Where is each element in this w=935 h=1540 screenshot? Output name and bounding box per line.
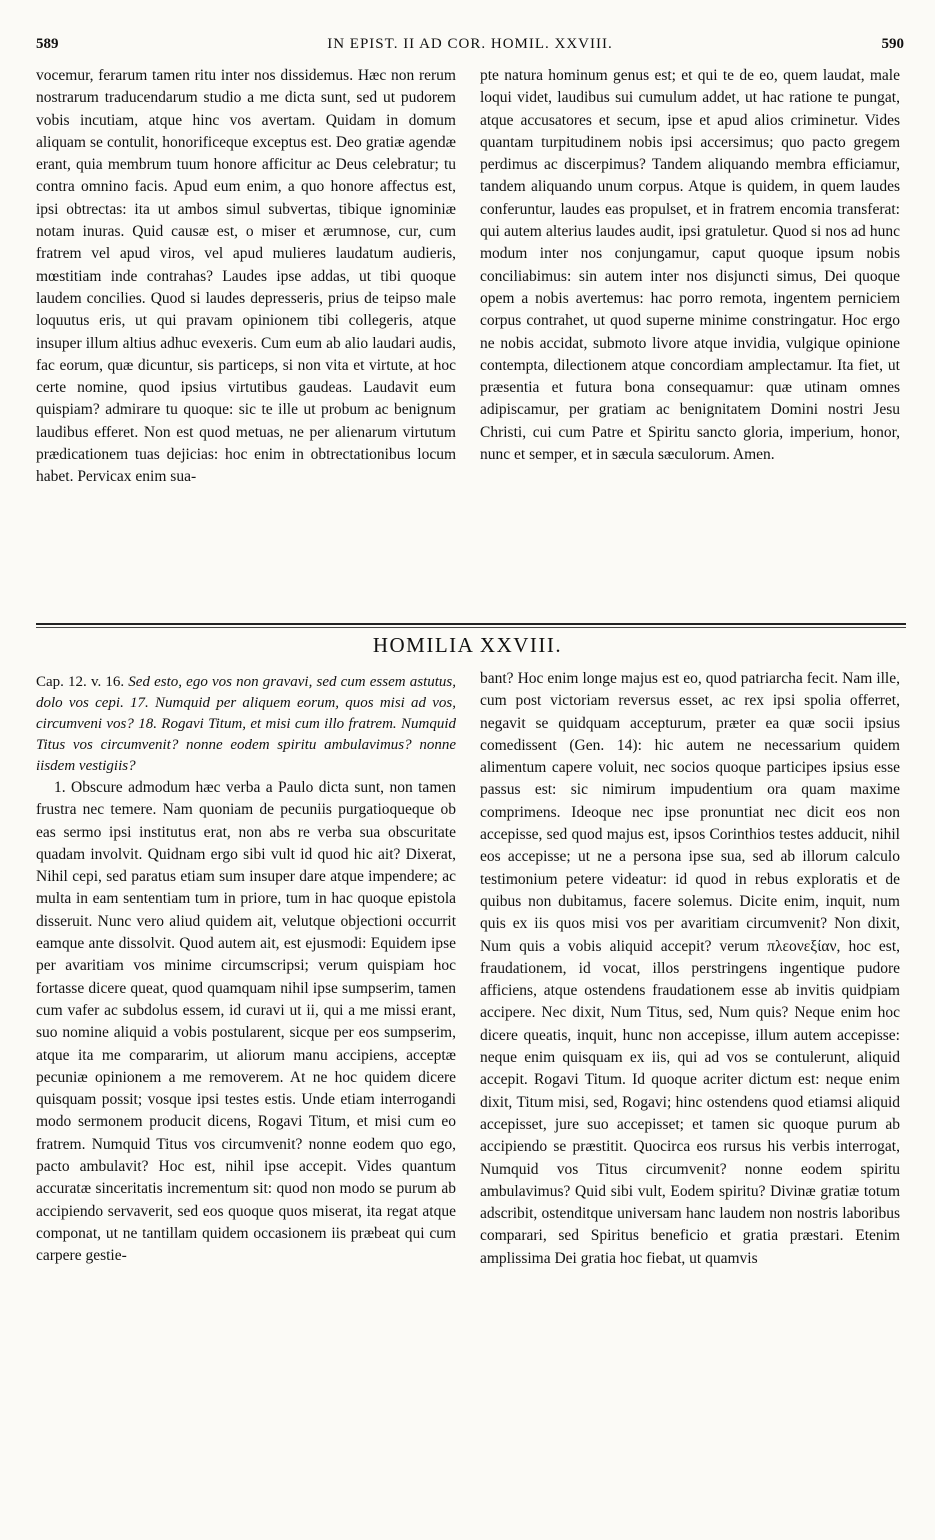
bottom-right-text: bant? Hoc enim longe majus est eo, quod patriarcha fecit. Nam ille, cum post victoriam reversus esset, ac rex ipsi spolia offerret, negavit se quidquam accepturum, præter ea quæ socii ipsius comedissent (Gen. 14): hic autem ne necessarium quidem alimentum capere voluit, nec socios quoque participes ipsius esse passus est: sic nimirum impudentium ora quam maxime comprimens. Ideoque nec ipse pronuntiat nec dicit eos non accepisse, sed quod majus est, ipsos Corinthios testes adducit, nihil eos accepisse; ut ne a persona ipse sua, sed ab illorum calculo testimonium petere videatur: id quod in rebus exploratis et de quibus non dubitamus, facere solemus. Dicite enim, inquit, num quis ex iis quos misi vos per avaritiam circumvenit? Non dixit, Num quis a vobis aliquid accepit? verum πλεονεξίαν, hoc est, fraudationem, id vocat, illos perstringens ingentique pudore afficiens, atque ostendens fraudationem esse ab invitis quidpiam accipere. Nec dixit, Num Titus, sed, Num quis? Neque enim hoc dicere queatis, inquit, hunc non accepisse, illum autem accepisse: neque enim quisquam ex iis, qui ad vos se contulerunt, aliquid accepit. Rogavi Titum. Id quoque acriter dictum est: neque enim dixit, Titum misi, sed, Rogavi; hinc ostendens quod etiamsi aliquid accepisset, jure suo accepisset; et tamen sic quoque purum ab accipiendo se præstitit. Quocirca eos rursus his verbis interrogat, Numquid vos Titus circumvenit? nonne eodem spiritu ambulavimus? Quid sibi vult, Eodem spiritu? Divinæ gratiæ totum adscribit, ostenditque universam hanc laudem non nostris laboribus comparari, sed Spiritus beneficio et gratia præstari. Etenim amplissima Dei gratia hoc fiebat, ut quamvis — [480, 670, 900, 1267]
argument-lead: Cap. 12. v. 16. — [36, 674, 125, 690]
top-right-column — [480, 65, 900, 617]
running-header — [36, 36, 904, 58]
top-right-text: pte natura hominum genus est; et qui te de eo, quem laudat, male loqui videt, laudibus sui cumulum addet, ut hac ratione te pungat, atque accusatores et secum, ipse et apud alios criminetur. Vides quantam turpitudinem nobis ipsi accersimus; quo pacto gregem perdimus ac discerpimus? Tandem aliquando membra efficiamur, tandem aliquando unum corpus. Atque is quidem, in quem laudes conferuntur, laudes eas propulset, et in fratrem encomia transferat: qui autem alterius laudes audit, ipsi gratuletur. Quod si nos ad hunc modum inter nos conjungamur, caput quoque ipsum nobis conciliabimus: sin autem inter nos disjuncti simus, Dei quoque opem a nobis avertemus: hac porro remota, ingentem perniciem corpus contrahet, ut quod superne minime constringatur. Hoc ergo ne nobis accidat, submoto livore atque invidia, vulgique opinione contempta, dilectionem atque concordiam amplectamur. Ita fiet, ut præsentia et futura bona consequamur: quæ utinam omnes adipiscamur, per gratiam ac benignitatem Domini nostri Jesu Christi, cui cum Patre et Spiritu sancto gloria, imperium, honor, nunc et semper, et in sæcula sæculorum. Amen. — [480, 67, 900, 464]
page-number-left: 589 — [36, 36, 59, 52]
top-left-column — [36, 65, 456, 617]
homily-argument — [36, 672, 456, 777]
top-left-text: vocemur, ferarum tamen ritu inter nos dissidemus. Hæc non rerum nostrarum traducendarum studio a me dicta sunt, sed ut pudorem vobis incutiam, atque hinc vos avertam. Quidam in domum aliquam se contulit, honorificeque exceptus est. Deo gratiæ agendæ erant, quia membrum tuum honore afficitur ac Deus celebratur; tu contra omnino facis. Apud eum enim, a quo honore affectus est, ipsi obtrectas: ita ut ambos simul subvertas, tibique ignominiæ notam inuras. Quid causæ est, o miser et ærumnose, cur, cum fratrem vel apud viros, vel apud mulieres laudatum audieris, mœstitiam inde contrahas? Laudes ipse addas, ut tibi quoque laudem concilies. Quod si laudes depresseris, prius de teipso male loquutus eris, ut qui pravam opinionem tibi collegeris, atque insuper illum altius adhuc evexeris. Cum eum ab alio laudari audis, fac eorum, quæ dicuntur, sis particeps, si non vita et virtute, at hoc certe nomine, quod ipsius virtutibus gaudeas. Laudavit eum quispiam? admirare tu quoque: sic te ille ut probum ac benignum laudibus efferet. Non est quod metuas, ne per alienarum virtutum prædicationem tuas dejicias: hoc enim in obtrectationibus locum habet. Pervicax enim sua- — [36, 67, 456, 486]
page-number-right: 590 — [881, 36, 904, 52]
homily-title: HOMILIA XXVIII. — [372, 633, 563, 657]
bottom-right-column — [480, 668, 900, 1522]
bottom-left-text: 1. Obscure admodum hæc verba a Paulo dicta sunt, non tamen frustra nec temere. Nam quoniam de pecuniis purgatioqueque ob eas sermo ipsi institutus erat, non abs re verba sua obscuritate quadam involvit. Quidnam ergo sibi vult id quod hic ait? Dixerat, Nihil cepi, sed paratus etiam sum insuper dare atque impendere; ac multa in eam sententiam tum in priore, tum in hac quoque epistola disseruit. Nunc vero aliud quidem ait, velutque objectioni occurrit eamque ante dissolvit. Quod autem ait, est ejusmodi: Equidem ipse per avaritiam vos minime circumscripsi; verum quispiam hoc fortasse dicere queat, quod quamquam nihil ipse sumpserim, tamen cum vafer ac subdolus essem, id curavi ut ii, qui a me missi erant, suo nomine aliquid a vobis postularent, sicque per eos sumpserim, atque ita me compararim, ut aliorum manu accipiens, acceptæ pecuniæ opinionem a me removerem. At ne hoc quidem dicere quisquam possit; vosque ipsi testes estis. Unde etiam interrogandi modo sermonem producit dicens, Rogavi Titum, et misi cum eo fratrem. Numquid Titus vos circumvenit? nonne eodem quo ego, pacto ambulavit? Hoc est, nihil ipse accepit. Vides quantum accuratæ sinceritatis incrementum sit: quod non modo se purum ab accipiendo servaverit, sed eos quoque quos miserat, ita regat atque componat, ut ne tantillam quidem occasionem iis præbeat qui cum carpere gestie- — [36, 779, 456, 1265]
argument-text: Sed esto, ego vos non gravavi, sed cum essem astutus, dolo vos cepi. 17. Numquid per aliquem eorum, quos misi ad vos, circumveni vos? 18. Rogavi Titum, et misi cum illo fratrem. Numquid Titus vos circumvenit? nonne eodem spiritu ambulavimus? nonne iisdem vestigiis? — [36, 674, 456, 774]
running-title: IN EPIST. II AD COR. HOMIL. XXVIII. — [327, 36, 613, 52]
section-divider — [36, 623, 906, 625]
section-divider-thin — [36, 627, 906, 628]
bottom-left-column — [36, 672, 456, 1522]
